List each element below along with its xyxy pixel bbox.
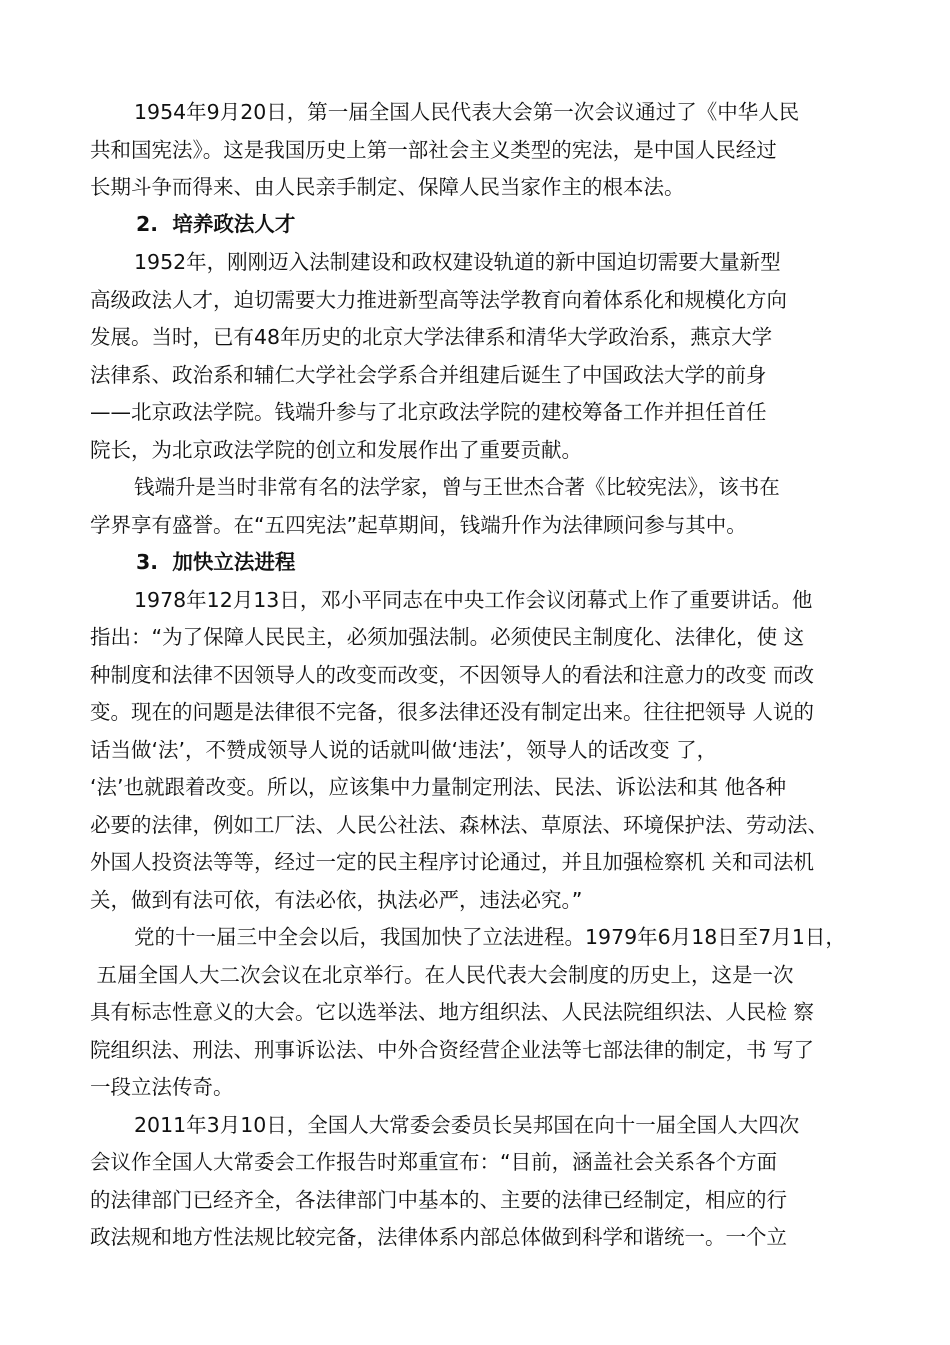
paragraph-line: 院长，为北京政法学院的创立和发展作出了重要贡献。 xyxy=(90,438,582,462)
paragraph-line: 学界享有盛誉。在“五四宪法”起草期间，钱端升作为法律顾问参与其中。 xyxy=(90,513,747,537)
paragraph-line: 变。现在的问题是法律很不完备，很多法律还没有制定出来。往往把领导 人说的 xyxy=(90,700,815,724)
paragraph-line: 话当做‘法’，不赞成领导人说的话就叫做‘违法’，领导人的话改变 了， xyxy=(90,738,718,762)
paragraph-line: 高级政法人才，迫切需要大力推进新型高等法学教育向着体系化和规模化方向 xyxy=(90,288,787,312)
paragraph-line: 会议作全国人大常委会工作报告时郑重宣布：“目前，涵盖社会关系各个方面 xyxy=(90,1150,778,1174)
paragraph-line: 法律系、政治系和辅仁大学社会学系合并组建后诞生了中国政法大学的前身 xyxy=(90,363,767,387)
paragraph-line: 1952年，刚刚迈入法制建设和政权建设轨道的新中国迫切需要大量新型 xyxy=(134,250,781,274)
paragraph-line: 五届全国人大二次会议在北京举行。在人民代表大会制度的历史上，这是一次 xyxy=(90,963,794,987)
paragraph-line: ——北京政法学院。钱端升参与了北京政法学院的建校筹备工作并担任首任 xyxy=(90,400,767,424)
paragraph-line: 院组织法、刑法、刑事诉讼法、中外合资经营企业法等七部法律的制定，书 写了 xyxy=(90,1038,815,1062)
paragraph-line: 长期斗争而得来、由人民亲手制定、保障人民当家作主的根本法。 xyxy=(90,175,685,199)
paragraph-line: 具有标志性意义的大会。它以选举法、地方组织法、人民法院组织法、人民检 察 xyxy=(90,1000,815,1024)
paragraph-line: 指出：“为了保障人民民主，必须加强法制。必须使民主制度化、法律化，使 这 xyxy=(90,625,805,649)
paragraph-line: 共和国宪法》。这是我国历史上第一部社会主义类型的宪法，是中国人民经过 xyxy=(90,138,777,162)
paragraph-line: ‘法’也就跟着改变。所以，应该集中力量制定刑法、民法、诉讼法和其 他各种 xyxy=(90,775,787,799)
paragraph-line: 外国人投资法等等，经过一定的民主程序讨论通过，并且加强检察机 关和司法机 xyxy=(90,850,815,874)
section-heading: 2. 培养政法人才 xyxy=(136,212,296,236)
paragraph-line: 必要的法律，例如工厂法、人民公社法、森林法、草原法、环境保护法、劳动法、 xyxy=(90,813,828,837)
paragraph-line: 1978年12月13日，邓小平同志在中央工作会议闭幕式上作了重要讲话。他 xyxy=(134,588,813,612)
paragraph-line: 关，做到有法可依，有法必依，执法必严，违法必究。” xyxy=(90,888,583,912)
paragraph-line: 1954年9月20日，第一届全国人民代表大会第一次会议通过了《中华人民 xyxy=(134,100,800,124)
section-heading: 3. 加快立法进程 xyxy=(136,550,296,574)
paragraph-line: 政法规和地方性法规比较完备，法律体系内部总体做到科学和谐统一。一个立 xyxy=(90,1225,787,1249)
paragraph-line: 党的十一届三中全会以后，我国加快了立法进程。1979年6月18日至7月1日， xyxy=(134,925,846,949)
paragraph-line: 的法律部门已经齐全，各法律部门中基本的、主要的法律已经制定，相应的行 xyxy=(90,1188,787,1212)
paragraph-line: 发展。当时，已有48年历史的北京大学法律系和清华大学政治系，燕京大学 xyxy=(90,325,773,349)
paragraph-line: 2011年3月10日，全国人大常委会委员长吴邦国在向十一届全国人大四次 xyxy=(134,1113,800,1137)
paragraph-line: 钱端升是当时非常有名的法学家，曾与王世杰合著《比较宪法》，该书在 xyxy=(134,475,780,499)
paragraph-line: 一段立法传奇。 xyxy=(90,1075,234,1099)
paragraph-line: 种制度和法律不因领导人的改变而改变，不因领导人的看法和注意力的改变 而改 xyxy=(90,663,815,687)
